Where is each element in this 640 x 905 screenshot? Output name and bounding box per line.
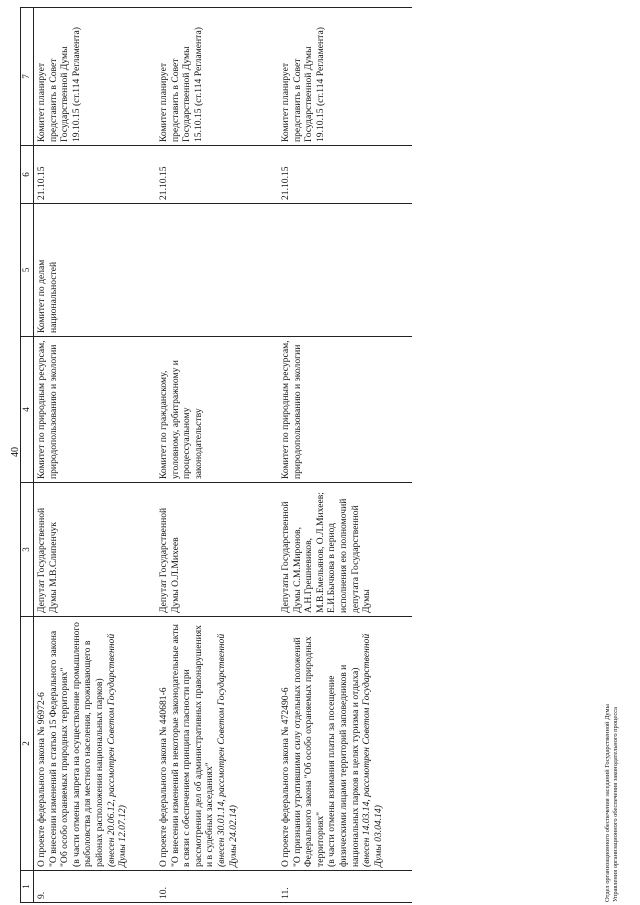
col-header: 3 xyxy=(21,483,34,617)
bill-title: О проекте федерального закона № 96972-6 xyxy=(36,692,47,867)
header-row xyxy=(21,8,34,903)
date: 21.10.15 xyxy=(156,146,278,204)
bill-author: Депутат Государственной Думы М.В.Слипенчук xyxy=(34,483,157,617)
bill-introduced: (внесен 20.06.12, рассмотрен Советом Государственной Думы 12.07.12) xyxy=(105,633,129,867)
footer-line: Управления организационного обеспечения законодательного процесса xyxy=(612,707,619,902)
row-number: 11. xyxy=(278,871,412,903)
co-committee xyxy=(156,204,278,337)
date: 21.10.15 xyxy=(34,146,157,204)
plan: Комитет планирует представить в Совет Государственной Думы 19.10.15 (ст.114 Регламента) xyxy=(34,8,157,146)
col-header: 4 xyxy=(21,337,34,483)
footer xyxy=(604,704,620,902)
responsible-committee: Комитет по природным ресурсам, природопользованию и экологии xyxy=(278,337,412,483)
row-number: 9. xyxy=(34,871,157,903)
bill-author: Депутат Государственной Думы О.Л.Михеев xyxy=(156,483,278,617)
bill-title: О проекте федерального закона № 440681-6 xyxy=(158,687,169,867)
bills-table xyxy=(20,7,412,903)
bill-introduced: (внесен 30.01.14, рассмотрен Советом Государственной Думы 24.02.14) xyxy=(215,633,239,867)
bill-introduced: (внесен 14.03.14, рассмотрен Советом Государственной Думы 03.04.14) xyxy=(361,633,384,867)
bill-description xyxy=(34,617,157,871)
bill-name: "О признании утратившими силу отдельных положений Федерального закона "Об особо охраняемых природных территориях" xyxy=(291,636,326,867)
bill-title: О проекте федерального закона № 472490-6 xyxy=(280,687,291,867)
plan: Комитет планирует представить в Совет Государственной Думы 15.10.15 (ст.114 Регламента) xyxy=(156,8,278,146)
bill-details: (в части отмены запрета на осуществление промышленного рыболовства для местного населения, проживающего в районах расположения национальных парков) xyxy=(70,622,105,867)
table-row xyxy=(156,8,278,903)
col-header: 6 xyxy=(21,146,34,204)
col-header: 1 xyxy=(21,871,34,903)
footer-line: Отдел организационного обеспечения заседаний Государственной Думы xyxy=(604,704,611,902)
row-number: 10. xyxy=(156,871,278,903)
responsible-committee: Комитет по гражданскому, уголовному, арбитражному и процессуальному законодательству xyxy=(156,337,278,483)
co-committee: Комитет по делам национальностей xyxy=(34,204,157,337)
col-header: 2 xyxy=(21,617,34,871)
bill-details: (в части отмены взимания платы за посещение физическими лицами территорий заповедников и национальных парков в целях туризма и отдыха) xyxy=(326,664,361,867)
plan: Комитет планирует представить в Совет Государственной Думы 19.10.15 (ст.114 Регламента) xyxy=(278,8,412,146)
date: 21.10.15 xyxy=(278,146,412,204)
col-header: 5 xyxy=(21,204,34,337)
responsible-committee: Комитет по природным ресурсам, природопользованию и экологии xyxy=(34,337,157,483)
bill-author: Депутаты Государственной Думы С.М.Миронов, А.Н.Грешневиков, М.В.Емельянов, О.Л.Михеев; Е.И.Бычкова в период исполнения ею полномочий депутата Государственной Думы xyxy=(278,483,412,617)
col-header: 7 xyxy=(21,8,34,146)
table-row xyxy=(34,8,157,903)
table-row xyxy=(278,8,412,903)
page-number: 40 xyxy=(10,447,21,457)
bill-description xyxy=(156,617,278,871)
bill-name: "О внесении изменений в некоторые законодательные акты в связи с обеспечением принципа гласности при рассмотрении дел об административных правонарушениях и в судебных заседаниях" xyxy=(169,624,216,867)
bill-description xyxy=(278,617,412,871)
bill-name: "О внесении изменений в статью 15 Федерального закона "Об особо охраняемых природных территориях" xyxy=(47,630,71,867)
co-committee xyxy=(278,204,412,337)
